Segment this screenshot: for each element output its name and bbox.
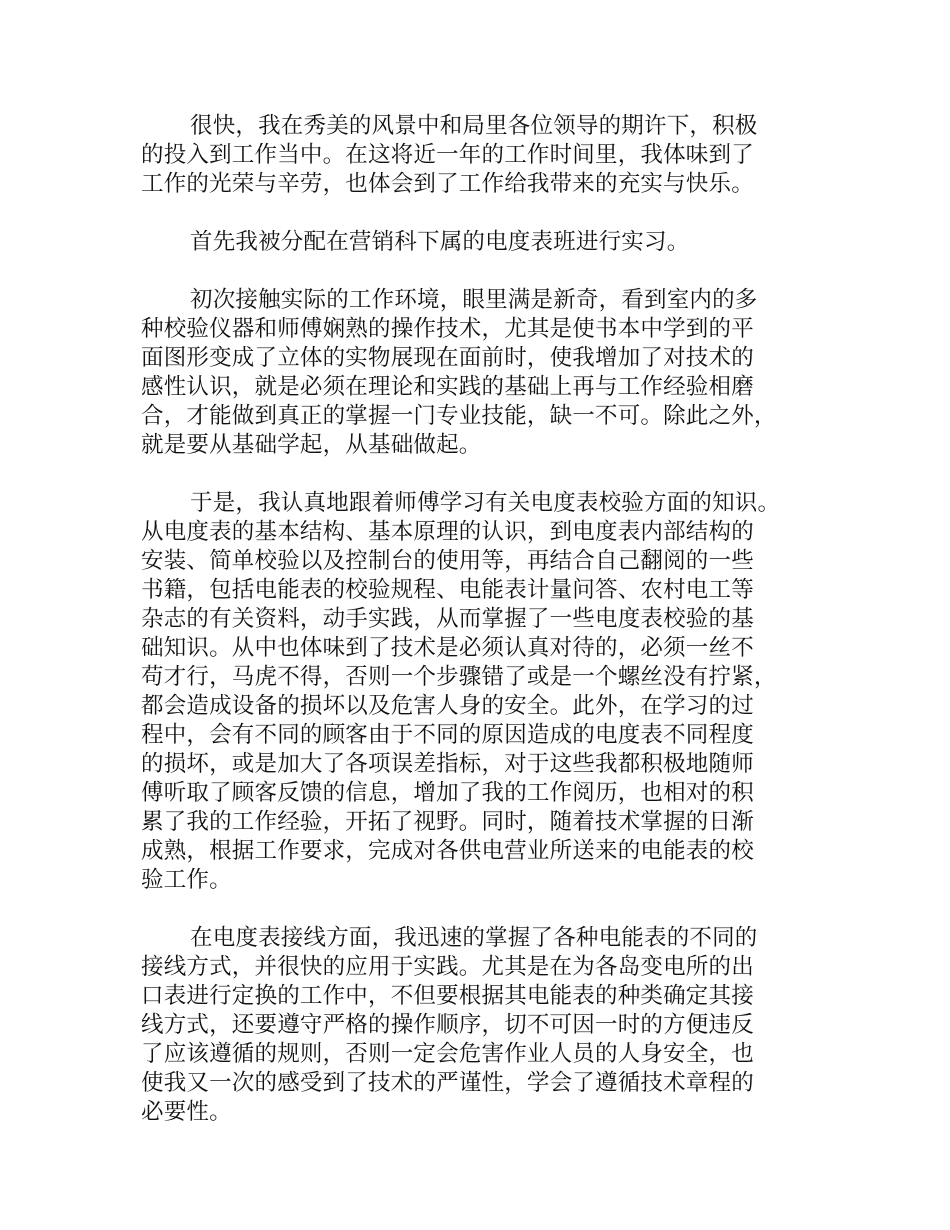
paragraph-line: 很快，我在秀美的风景中和局里各位领导的期许下，积极 [190,113,758,139]
paragraph-line: 接线方式，并很快的应用于实践。尤其是在为各岛变电所的出 [141,954,754,980]
paragraph-line: 验工作。 [141,867,232,893]
paragraph-line: 书籍，包括电能表的校验规程、电能表计量问答、农村电工等 [141,577,754,603]
paragraph-line: 成熟，根据工作要求，完成对各供电营业所送来的电能表的校 [141,838,754,864]
paragraph-line: 工作的光荣与辛劳，也体会到了工作给我带来的充实与快乐。 [141,171,754,197]
paragraph-line: 首先我被分配在营销科下属的电度表班进行实习。 [190,229,690,255]
paragraph-line: 的损坏，或是加大了各项误差指标，对于这些我都积极地随师 [141,751,754,777]
paragraph-spacer [141,460,821,489]
paragraph-5 [141,924,821,1127]
paragraph-4 [141,489,821,895]
paragraph-line: 杂志的有关资料，动手实践，从而掌握了一些电度表校验的基 [141,606,754,632]
document-body [141,112,821,1127]
paragraph-line: 从电度表的基本结构、基本原理的认识，到电度表内部结构的 [141,519,754,545]
paragraph-2 [141,228,821,257]
paragraph-line: 安装、简单校验以及控制台的使用等，再结合自己翻阅的一些 [141,548,754,574]
paragraph-line: 必要性。 [141,1099,232,1125]
paragraph-line: 于是，我认真地跟着师傅学习有关电度表校验方面的知识。 [190,490,781,516]
paragraph-line: 面图形变成了立体的实物展现在面前时，使我增加了对技术的 [141,345,754,371]
paragraph-3 [141,286,821,460]
paragraph-line: 线方式，还要遵守严格的操作顺序，切不可因一时的方便违反 [141,1012,754,1038]
paragraph-line: 口表进行定换的工作中，不但要根据其电能表的种类确定其接 [141,983,754,1009]
paragraph-line: 累了我的工作经验，开拓了视野。同时，随着技术掌握的日渐 [141,809,754,835]
paragraph-line: 程中，会有不同的顾客由于不同的原因造成的电度表不同程度 [141,722,754,748]
paragraph-line: 苟才行，马虎不得，否则一个步骤错了或是一个螺丝没有拧紧， [141,664,777,690]
paragraph-line: 初次接触实际的工作环境，眼里满是新奇，看到室内的多 [190,287,758,313]
paragraph-spacer [141,199,821,228]
paragraph-line: 的投入到工作当中。在这将近一年的工作时间里，我体味到了 [141,142,754,168]
paragraph-line: 感性认识，就是必须在理论和实践的基础上再与工作经验相磨 [141,374,754,400]
paragraph-line: 都会造成设备的损坏以及危害人身的安全。此外，在学习的过 [141,693,754,719]
paragraph-line: 使我又一次的感受到了技术的严谨性，学会了遵循技术章程的 [141,1070,754,1096]
paragraph-line: 在电度表接线方面，我迅速的掌握了各种电能表的不同的 [190,925,758,951]
paragraph-line: 础知识。从中也体味到了技术是必须认真对待的，必须一丝不 [141,635,754,661]
paragraph-line: 合，才能做到真正的掌握一门专业技能，缺一不可。除此之外， [141,403,777,429]
paragraph-spacer [141,257,821,286]
paragraph-line: 就是要从基础学起，从基础做起。 [141,432,482,458]
paragraph-line: 种校验仪器和师傅娴熟的操作技术，尤其是使书本中学到的平 [141,316,754,342]
paragraph-spacer [141,895,821,924]
paragraph-line: 傅听取了顾客反馈的信息，增加了我的工作阅历，也相对的积 [141,780,754,806]
paragraph-line: 了应该遵循的规则，否则一定会危害作业人员的人身安全，也 [141,1041,754,1067]
paragraph-1 [141,112,821,199]
